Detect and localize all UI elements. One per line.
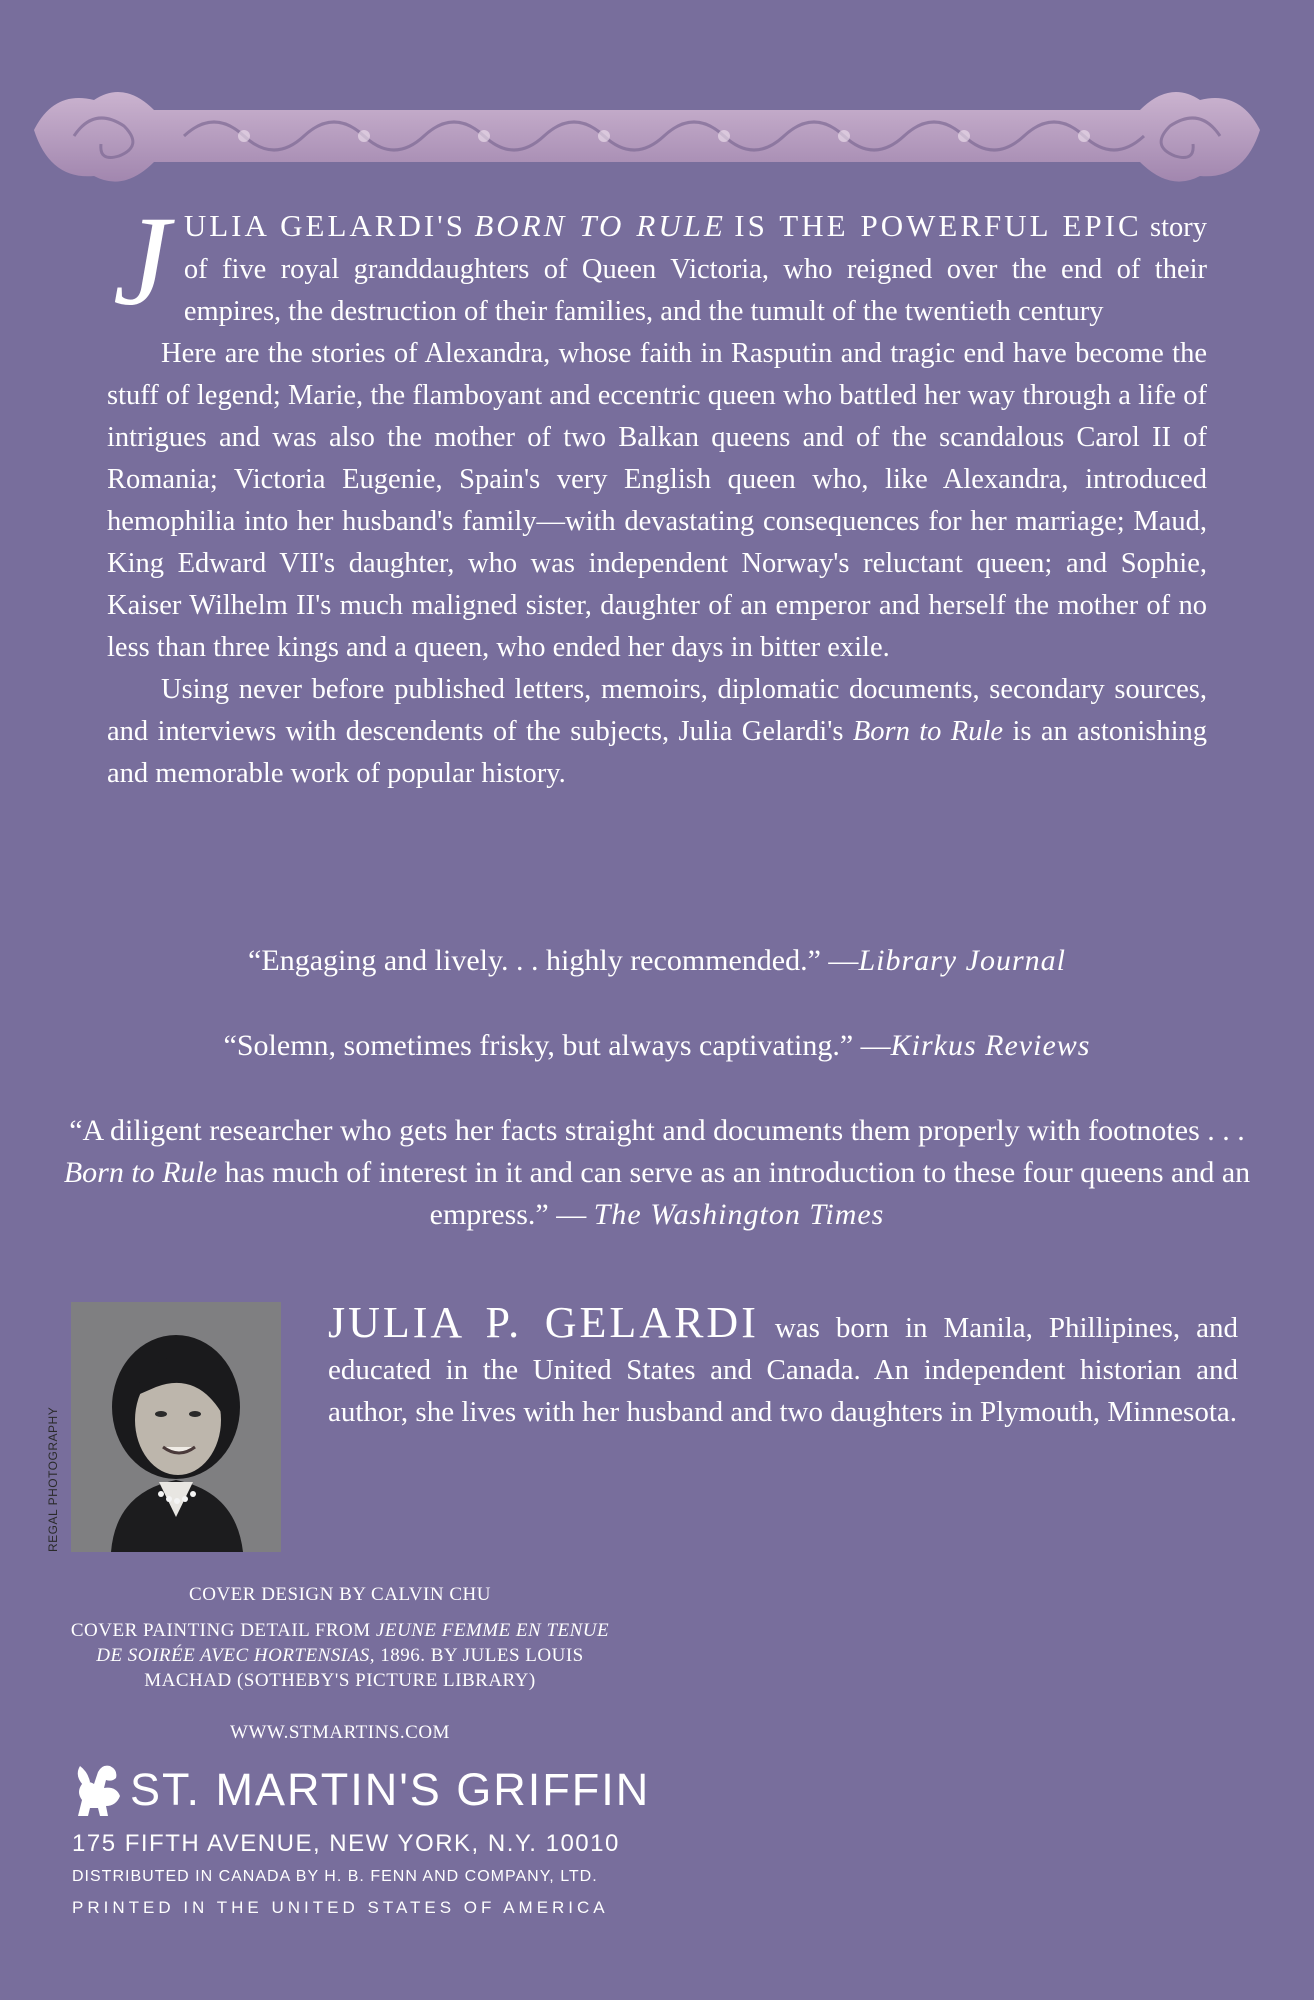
drop-cap: J: [113, 190, 170, 332]
quote-source: The Washington Times: [593, 1198, 885, 1231]
ornamental-border: [34, 80, 1260, 192]
quote-text-post: has much of interest in it and can serve as an introduction to these four queens and an empress.” —: [224, 1156, 1251, 1231]
painting-title: JEUNE FEMME EN TENUE DE SOIRÉE AVEC HORTENSIAS,: [96, 1620, 610, 1666]
quote-text-pre: “A diligent researcher who gets her facts straight and documents them properly with footnotes . . .: [69, 1114, 1245, 1147]
author-bio-text: was born in Manila, Phillipines, and educated in the United States and Canada. An independent historian and author, she lives with her husband and two daughters in Plymouth, Minnesota.: [328, 1312, 1239, 1428]
author-name: JULIA P. GELARDI: [328, 1298, 759, 1347]
author-photo: [71, 1302, 281, 1552]
cover-design-credit: COVER DESIGN BY CALVIN CHU: [189, 1584, 491, 1605]
author-portrait-image: [71, 1302, 281, 1552]
review-quote-1: [60, 940, 1254, 982]
quote-text: “Solemn, sometimes frisky, but always captivating.” —: [223, 1029, 891, 1062]
photo-credit: REGAL PHOTOGRAPHY: [46, 1406, 60, 1552]
lead-title: BORN TO RULE: [474, 208, 726, 243]
blurb-paragraph-1: [107, 190, 1207, 333]
blurb-p1-text: story of five royal granddaughters of Queen Victoria, who reigned over the end of their empires, the destruction of their families, and the tumult of the twentieth century: [183, 212, 1207, 327]
publisher-address: 175 FIFTH AVENUE, NEW YORK, N.Y. 10010: [72, 1830, 620, 1857]
publisher-logo: [72, 1760, 672, 1820]
author-bio: [328, 1298, 1239, 1433]
review-quote-3: [60, 1110, 1254, 1236]
lead-caps-rest: IS THE POWERFUL EPIC: [734, 208, 1142, 243]
quote-text: “Engaging and lively. . . highly recommended.” —: [248, 944, 859, 977]
blurb-paragraph-3: [107, 669, 1207, 795]
quote-source: Kirkus Reviews: [890, 1029, 1091, 1062]
cover-painting-credit: [60, 1618, 620, 1693]
painting-credit-pre: COVER PAINTING DETAIL FROM: [70, 1620, 371, 1641]
publisher-name: ST. MARTIN'S GRIFFIN: [130, 1764, 651, 1815]
lead-caps: ULIA GELARDI'S: [183, 208, 466, 243]
canada-distribution: DISTRIBUTED IN CANADA BY H. B. FENN AND COMPANY, LTD.: [72, 1868, 598, 1885]
review-quote-2: [60, 1025, 1254, 1067]
blurb-paragraph-2: Here are the stories of Alexandra, whose faith in Rasputin and tragic end have become the stuff of legend; Marie, the flamboyant and eccentric queen who battled her way through a life of intrigues and was also the mother of two Balkan queens and of the scandalous Carol II of Romania; Victoria Eugenie, Spain's very English queen who, like Alexandra, introduced hemophilia into her husband's family—with devastating consequences for her marriage; Maud, King Edward VII's daughter, who was independent Norway's reluctant queen; and Sophie, Kaiser Wilhelm II's much maligned sister, daughter of an emperor and herself the mother of no less than three kings and a queen, who ended her days in bitter exile.: [107, 338, 1207, 663]
blurb-p3-post: is an astonishing and memorable work of popular history.: [107, 716, 1208, 789]
book-description: [107, 190, 1208, 795]
printed-in: PRINTED IN THE UNITED STATES OF AMERICA: [72, 1898, 609, 1917]
blurb-p3-pre: Using never before published letters, memoirs, diplomatic documents, secondary sources, and interviews with descendents of the subjects, Julia Gelardi's: [107, 674, 1207, 747]
griffin-icon: [72, 1762, 124, 1818]
website-link[interactable]: WWW.STMARTINS.COM: [230, 1722, 450, 1743]
painting-credit-post: 1896. BY JULES LOUIS MACHAD (SOTHEBY'S PICTURE LIBRARY): [144, 1645, 584, 1691]
quote-source: Library Journal: [858, 944, 1066, 977]
blurb-p3-title: Born to Rule: [852, 716, 1004, 747]
quote-title: Born to Rule: [63, 1156, 218, 1189]
